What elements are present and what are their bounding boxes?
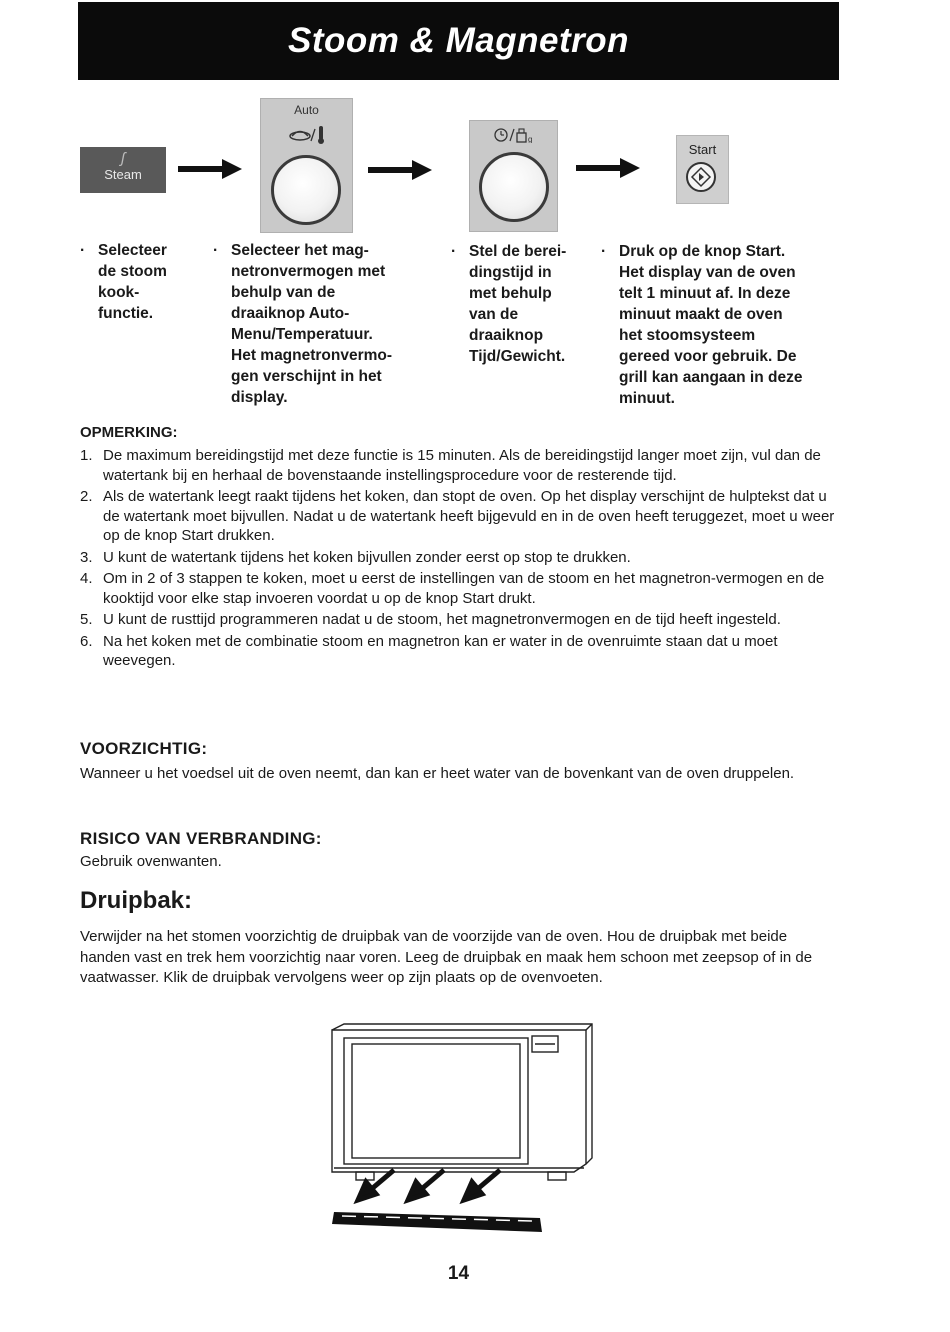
- step-4: [601, 241, 841, 409]
- note-list: [78, 446, 838, 673]
- start-button-panel: [676, 135, 729, 204]
- bullet: ·: [80, 242, 86, 259]
- item-number: 4.: [80, 570, 93, 587]
- list-item: [78, 569, 838, 608]
- list-item: [78, 446, 838, 485]
- item-text: Om in 2 of 3 stappen te koken, moet u eerst de instellingen van de stoom en het magnetron-vermogen en de kooktijd voor elke stap invoeren voordat u op de knop Start drukt.: [103, 570, 825, 607]
- dish-thermometer-icon: [288, 123, 328, 147]
- auto-menu-knob-panel: [260, 98, 353, 233]
- item-number: 5.: [80, 611, 93, 628]
- burn-risk-text: Gebruik ovenwanten.: [80, 853, 222, 870]
- auto-label: Auto: [294, 103, 319, 117]
- caution-text: Wanneer u het voedsel uit de oven neemt, dan kan er heet water van de bovenkant van de oven druppelen.: [80, 765, 795, 782]
- arrow-right-icon: [576, 158, 640, 178]
- step-text: Druk op de knop Start. Het display van de oven telt 1 minuut af. In deze minuut maakt de oven het stoomsysteem gereed voor gebruik. De grill kan aangaan in deze minuut.: [619, 243, 803, 407]
- item-number: 3.: [80, 548, 93, 566]
- time-weight-knob-panel: [469, 120, 558, 232]
- pull-arrow-icon: [464, 1170, 500, 1200]
- start-button-illustration: [686, 162, 716, 192]
- note-heading: OPMERKING:: [80, 424, 178, 441]
- list-item: [78, 487, 838, 546]
- oven-drip-tray-illustration: [320, 1022, 600, 1250]
- steam-button-illustration: [80, 147, 166, 193]
- pull-arrow-icon: [408, 1170, 444, 1200]
- step-2: [213, 240, 433, 408]
- step-1: [80, 240, 200, 324]
- bullet: ·: [601, 243, 607, 260]
- steam-button-label: Steam: [104, 167, 142, 182]
- start-label: Start: [688, 142, 717, 157]
- item-text: De maximum bereidingstijd met deze functie is 15 minuten. Als de bereidingstijd langer moet zijn, vul dan de watertank bij en herhaal de bovenstaande instellingsprocedure voor de resterende tijd.: [103, 447, 821, 484]
- bullet: ·: [213, 242, 219, 259]
- caution-heading: VOORZICHTIG:: [80, 739, 208, 758]
- auto-menu-knob: [271, 155, 341, 225]
- start-diamond-icon: [688, 164, 714, 190]
- clock-weight-icon: [494, 127, 538, 143]
- list-item: [78, 610, 838, 630]
- svg-text:g: g: [528, 135, 533, 143]
- time-weight-knob: [479, 152, 549, 222]
- page-title: Stoom & Magnetron: [288, 21, 629, 60]
- item-text: U kunt de rusttijd programmeren nadat u de stoom, het magnetronvermogen en de tijd heeft ingesteld.: [103, 611, 781, 628]
- item-number: 1.: [80, 447, 93, 464]
- drip-tray-heading: Druipbak:: [80, 887, 193, 914]
- item-number: 2.: [80, 488, 93, 505]
- drip-tray-text: Verwijder na het stomen voorzichtig de druipbak van de voorzijde van de oven. Hou de druipbak met beide handen vast en trek hem voorzichtig naar voren. Leeg de druipbak en maak hem schoon met zeepsop of in de vaatwasser. Klik de druipbak vervolgens weer op zijn plaats op de ovenvoeten.: [80, 928, 813, 986]
- drip-tray-icon: [332, 1212, 542, 1232]
- bullet: ·: [451, 243, 457, 260]
- step-text: Selecteer de stoom kook- functie.: [98, 242, 167, 322]
- steam-icon: ʃ: [120, 150, 126, 167]
- arrow-right-icon: [178, 159, 242, 179]
- item-number: 6.: [80, 632, 93, 650]
- item-text: U kunt de watertank tijdens het koken bijvullen zonder eerst op stop te drukken.: [103, 548, 631, 566]
- page-number: 14: [447, 1263, 470, 1284]
- item-text: Als de watertank leegt raakt tijdens het koken, dan stopt de oven. Op het display verschijnt de hulptekst dat u de watertank moet bijvullen. Nadat u de watertank heeft bijgevuld en in de oven heeft teruggezet, moet u weer op de knop Start drukken.: [103, 488, 835, 544]
- arrow-right-icon: [368, 160, 432, 180]
- burn-risk-heading: RISICO VAN VERBRANDING:: [80, 829, 322, 848]
- page-header: [78, 2, 839, 80]
- list-item: [78, 632, 838, 671]
- step-text: Stel de berei- dingstijd in met behulp van de draaiknop Tijd/Gewicht.: [469, 243, 567, 365]
- step-3: [451, 241, 591, 367]
- pull-arrow-icon: [358, 1170, 394, 1200]
- item-text: Na het koken met de combinatie stoom en magnetron kan er water in de ovenruimte staan dat u moet weevegen.: [103, 632, 778, 669]
- step-text: Selecteer het mag- netronvermogen met behulp van de draaiknop Auto- Menu/Temperatuur. Het magnetronvermo- gen verschijnt in het display.: [231, 242, 393, 406]
- list-item: [78, 548, 838, 568]
